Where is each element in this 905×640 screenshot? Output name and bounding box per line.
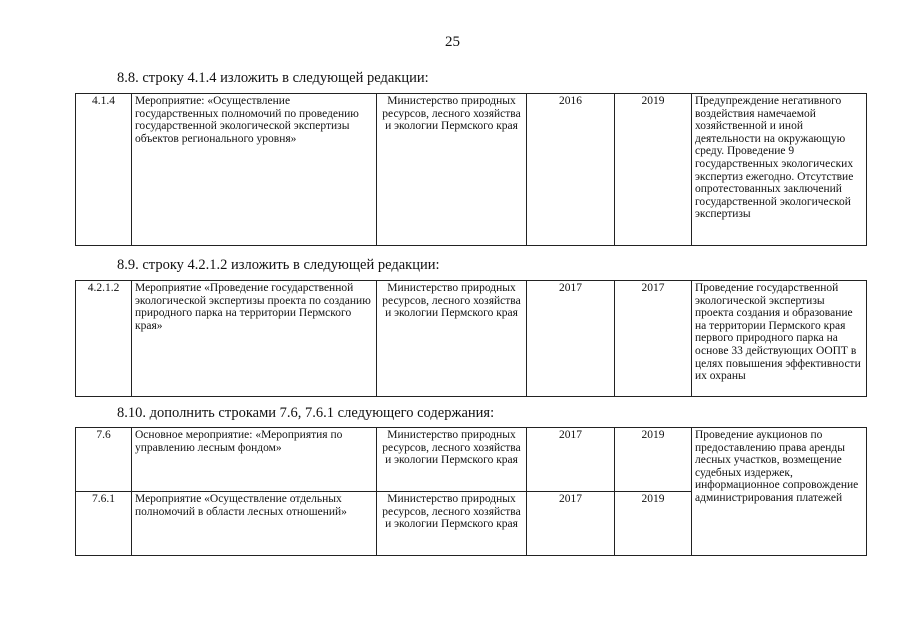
end-year: 2019 bbox=[615, 94, 692, 246]
table-row bbox=[76, 94, 867, 246]
start-year: 2017 bbox=[527, 428, 615, 492]
event-description: Мероприятие «Проведение государственной экологической экспертизы проекта по созданию природного парка на территории Пермского края» bbox=[132, 281, 377, 397]
end-year: 2017 bbox=[615, 281, 692, 397]
start-year: 2017 bbox=[527, 492, 615, 556]
section-heading: 8.10. дополнить строками 7.6, 7.6.1 следующего содержания: bbox=[117, 405, 495, 421]
row-number: 4.1.4 bbox=[76, 94, 132, 246]
end-year: 2019 bbox=[615, 492, 692, 556]
page-number: 25 bbox=[445, 34, 460, 50]
expected-result: Предупреждение негативного воздействия намечаемой хозяйственной и иной деятельности на окружающую среду. Проведение 9 государственных экологических экспертиз ежегодно. Отсутствие опротестованных заключений государственной экологической экспертизы bbox=[692, 94, 867, 246]
start-year: 2016 bbox=[527, 94, 615, 246]
start-year: 2017 bbox=[527, 281, 615, 397]
table-row bbox=[76, 281, 867, 397]
row-number: 7.6.1 bbox=[76, 492, 132, 556]
section-heading: 8.8. строку 4.1.4 изложить в следующей редакции: bbox=[117, 70, 429, 86]
event-description: Основное мероприятие: «Мероприятия по управлению лесным фондом» bbox=[132, 428, 377, 492]
amendment-table bbox=[75, 280, 867, 397]
amendment-table bbox=[75, 93, 867, 246]
row-number: 7.6 bbox=[76, 428, 132, 492]
responsible-organization: Министерство природных ресурсов, лесного хозяйства и экологии Пермского края bbox=[377, 281, 527, 397]
responsible-organization: Министерство природных ресурсов, лесного хозяйства и экологии Пермского края bbox=[377, 492, 527, 556]
row-number: 4.2.1.2 bbox=[76, 281, 132, 397]
table-row bbox=[76, 428, 867, 492]
responsible-organization: Министерство природных ресурсов, лесного хозяйства и экологии Пермского края bbox=[377, 94, 527, 246]
expected-result: Проведение аукционов по предоставлению права аренды лесных участков, возмещение судебных издержек, информационное сопровождение администрирования платежей bbox=[692, 428, 867, 556]
end-year: 2019 bbox=[615, 428, 692, 492]
responsible-organization: Министерство природных ресурсов, лесного хозяйства и экологии Пермского края bbox=[377, 428, 527, 492]
event-description: Мероприятие: «Осуществление государственных полномочий по проведению государственной экологической экспертизы объектов регионального уровня» bbox=[132, 94, 377, 246]
amendment-table bbox=[75, 427, 867, 556]
event-description: Мероприятие «Осуществление отдельных полномочий в области лесных отношений» bbox=[132, 492, 377, 556]
section-heading: 8.9. строку 4.2.1.2 изложить в следующей редакции: bbox=[117, 257, 440, 273]
expected-result: Проведение государственной экологической экспертизы проекта создания и образование на территории Пермского края первого природного парка на основе 33 действующих ООПТ в целях повышения эффективности их охраны bbox=[692, 281, 867, 397]
